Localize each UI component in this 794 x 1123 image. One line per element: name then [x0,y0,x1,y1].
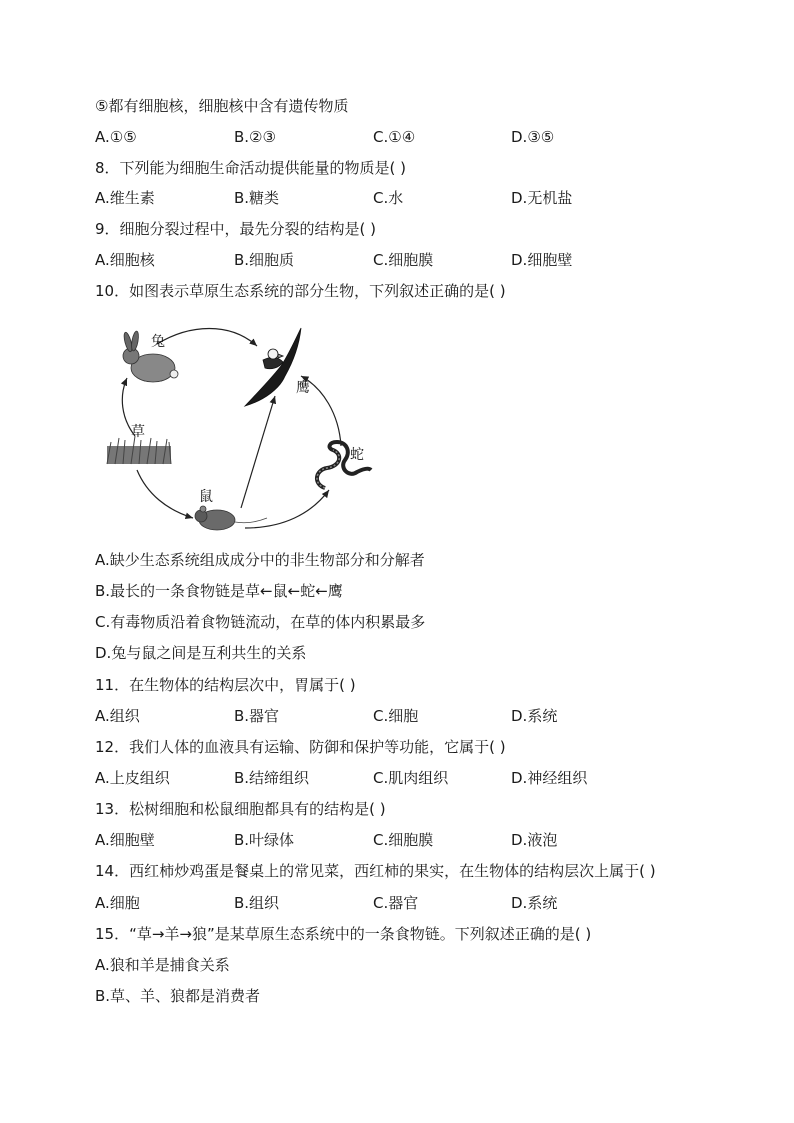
q14-option-b: B.组织 [234,894,280,912]
q15-option-b: B.草、羊、狼都是消费者 [95,987,261,1005]
eagle-label: 鹰 [296,380,310,396]
mouse-icon [195,506,267,530]
q9-option-c: C.细胞膜 [373,251,434,269]
arrow-grass-to-mouse [137,470,193,518]
q12-option-d: D.神经组织 [511,769,588,787]
q13-option-c: C.细胞膜 [373,831,434,849]
q12-option-a: A.上皮组织 [95,769,170,787]
q10-stem: 10．如图表示草原生态系统的部分生物，下列叙述正确的是( ) [95,282,506,300]
q11-option-d: D.系统 [511,707,558,725]
q9-option-a: A.细胞核 [95,251,155,269]
mouse-label: 鼠 [199,489,213,505]
snake-label: 蛇 [350,447,364,463]
eagle-icon [245,328,301,406]
grass-label: 草 [131,424,145,440]
q7-option-b: B.②③ [234,128,276,146]
food-web-diagram [95,318,395,540]
rabbit-label: 兔 [151,334,165,350]
q12-option-b: B.结缔组织 [234,769,310,787]
q11-option-c: C.细胞 [373,707,419,725]
q10-option-c: C.有毒物质沿着食物链流动，在草的体内积累最多 [95,613,426,631]
q14-option-c: C.器官 [373,894,419,912]
q14-option-d: D.系统 [511,894,558,912]
q8-stem: 8．下列能为细胞生命活动提供能量的物质是( ) [95,159,407,177]
q11-option-a: A.组织 [95,707,140,725]
q13-option-d: D.液泡 [511,831,558,849]
q7-option-c: C.①④ [373,128,416,146]
q11-option-b: B.器官 [234,707,280,725]
q10-option-b: B.最长的一条食物链是草←鼠←蛇←鹰 [95,582,343,600]
q8-option-c: C.水 [373,189,404,207]
q13-option-b: B.叶绿体 [234,831,295,849]
q7-option-a: A.①⑤ [95,128,137,146]
q7-option-d: D.③⑤ [511,128,555,146]
q10-option-d: D.兔与鼠之间是互利共生的关系 [95,644,307,662]
q12-option-c: C.肌肉组织 [373,769,449,787]
q9-option-d: D.细胞壁 [511,251,573,269]
grass-icon [107,436,171,464]
q13-stem: 13．松树细胞和松鼠细胞都具有的结构是( ) [95,800,386,818]
line-intro: ⑤都有细胞核，细胞核中含有遗传物质 [95,97,349,115]
q13-option-a: A.细胞壁 [95,831,155,849]
arrow-mouse-to-snake [245,490,329,528]
q12-stem: 12．我们人体的血液具有运输、防御和保护等功能，它属于( ) [95,738,506,756]
q8-option-d: D.无机盐 [511,189,573,207]
q8-option-a: A.维生素 [95,189,155,207]
q9-option-b: B.细胞质 [234,251,295,269]
q14-option-a: A.细胞 [95,894,140,912]
arrow-mouse-to-eagle [241,396,275,508]
q15-stem: 15．“草→羊→狼”是某草原生态系统中的一条食物链。下列叙述正确的是( ) [95,925,592,943]
q15-option-a: A.狼和羊是捕食关系 [95,956,230,974]
q9-stem: 9．细胞分裂过程中，最先分裂的结构是( ) [95,220,377,238]
q10-option-a: A.缺少生态系统组成成分中的非生物部分和分解者 [95,551,425,569]
q14-stem: 14．西红柿炒鸡蛋是餐桌上的常见菜，西红柿的果实，在生物体的结构层次上属于( ) [95,862,656,880]
arrow-rabbit-to-eagle [157,329,257,347]
q11-stem: 11．在生物体的结构层次中，胃属于( ) [95,676,356,694]
q8-option-b: B.糖类 [234,189,280,207]
